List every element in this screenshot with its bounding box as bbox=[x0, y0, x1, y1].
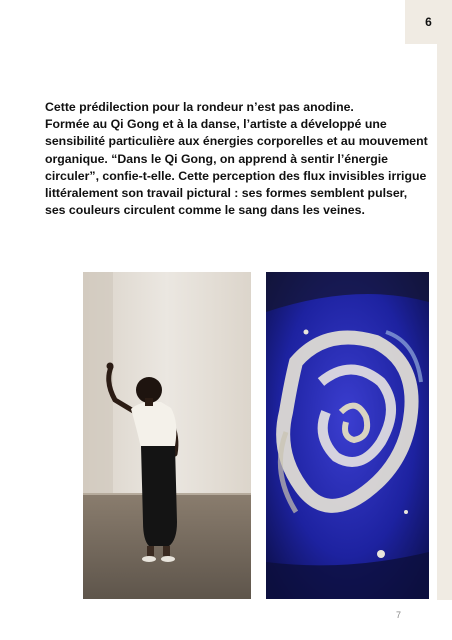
section-number-tab bbox=[405, 0, 452, 44]
blue-painting bbox=[266, 272, 429, 599]
article-paragraph bbox=[45, 99, 428, 219]
paragraph-line: Cette prédilection pour la rondeur n’est pas anodine. bbox=[45, 100, 354, 114]
paragraph-line: Formée au Qi Gong et à la danse, l’artiste a développé une bbox=[45, 117, 387, 132]
side-accent-strip bbox=[437, 44, 452, 600]
page-number: 7 bbox=[396, 610, 402, 620]
paragraph-line: ses couleurs circulent comme le sang dans les veines. bbox=[45, 203, 365, 218]
paragraph-line: sensibilité particulière aux énergies corporelles et au mouvement bbox=[45, 134, 428, 149]
blue-painting-illustration bbox=[266, 272, 429, 599]
dancer-photo bbox=[83, 272, 251, 599]
section-number: 6 bbox=[425, 15, 432, 29]
paragraph-line: circuler”, confie-t-elle. Cette perception des flux invisibles irrigue bbox=[45, 168, 427, 183]
dancer-photo-illustration bbox=[83, 272, 251, 599]
paragraph-line: littéralement son travail pictural : ses formes semblent pulser, bbox=[45, 186, 408, 201]
paragraph-line: organique. “Dans le Qi Gong, on apprend à sentir l’énergie bbox=[45, 151, 389, 166]
